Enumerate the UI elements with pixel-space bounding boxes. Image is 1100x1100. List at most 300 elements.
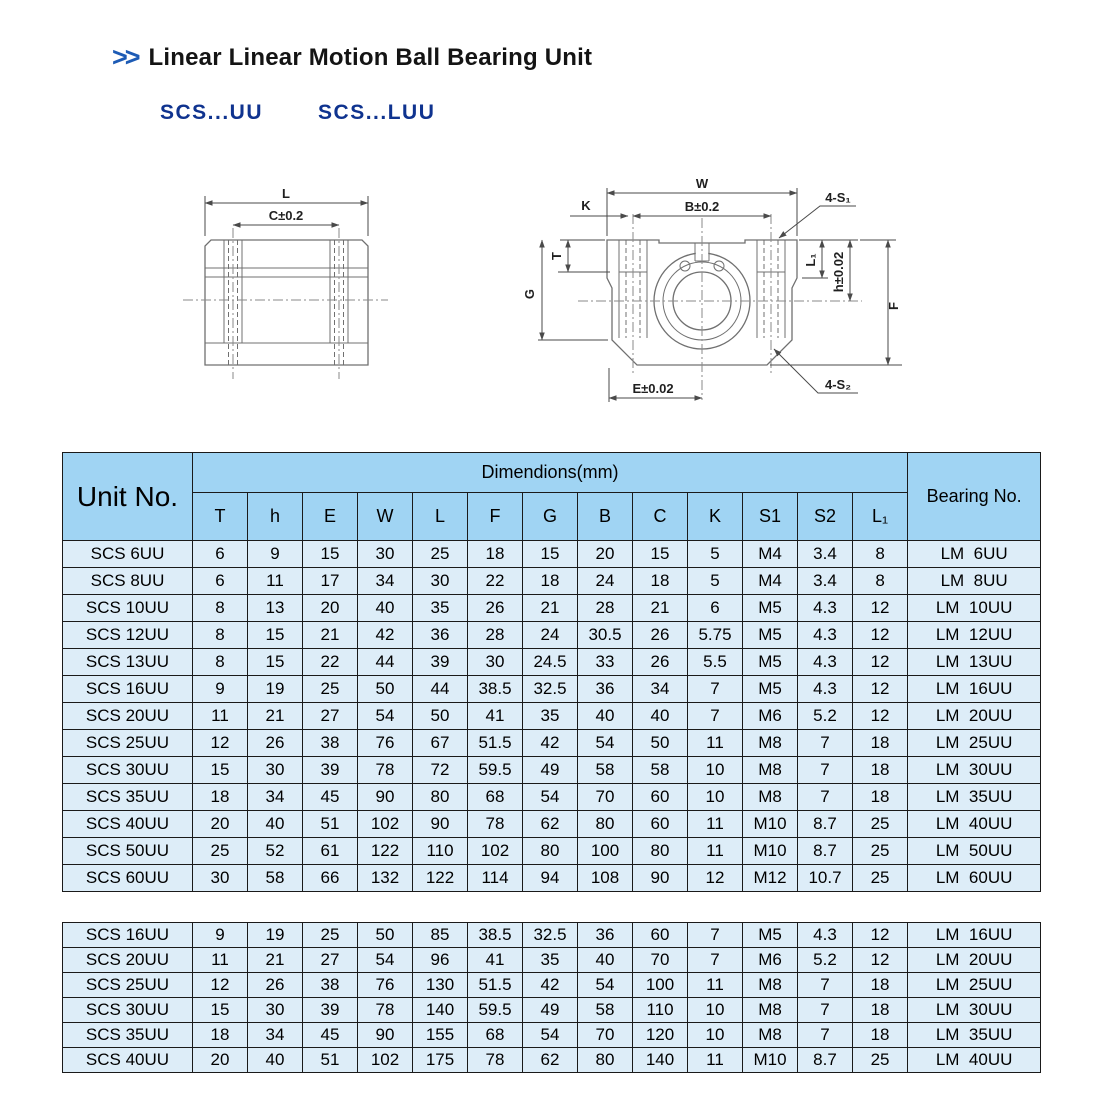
dim-cell: 85 [413, 923, 468, 948]
dim-cell: 26 [248, 973, 303, 998]
table-section-long [63, 923, 1041, 1073]
dim-cell: 61 [303, 838, 358, 865]
dim-cell: 28 [468, 622, 523, 649]
unit-no-cell: SCS 20UU [63, 703, 193, 730]
dim-cell: 8.7 [798, 1048, 853, 1073]
dim-cell: 3.4 [798, 541, 853, 568]
unit-no-cell: SCS 35UU [63, 1023, 193, 1048]
table-row [63, 568, 1041, 595]
dim-cell: 5.5 [688, 649, 743, 676]
dim-cell: 5 [688, 568, 743, 595]
dim-cell: 132 [358, 865, 413, 892]
dim-cell: 34 [358, 568, 413, 595]
dim-cell: 4.3 [798, 649, 853, 676]
dim-cell: 68 [468, 1023, 523, 1048]
unit-no-cell: SCS 50UU [63, 838, 193, 865]
dim-cell: 6 [193, 541, 248, 568]
dim-cell: 27 [303, 703, 358, 730]
dim-cell: 58 [633, 757, 688, 784]
dim-cell: 78 [358, 998, 413, 1023]
side-view-drawing [148, 172, 458, 432]
dim-cell: 8 [853, 541, 908, 568]
dim-cell: 21 [248, 703, 303, 730]
table-row [63, 649, 1041, 676]
dim-col-header: B [578, 493, 633, 541]
bearing-no-cell: LM 16UU [908, 676, 1041, 703]
bearing-no-cell: LM 13UU [908, 649, 1041, 676]
dim-cell: 50 [413, 703, 468, 730]
dim-label-B: B±0.2 [684, 199, 720, 214]
dim-cell: 8.7 [798, 811, 853, 838]
dim-cell: 50 [358, 923, 413, 948]
model-series [160, 101, 435, 125]
dim-cell: 4.3 [798, 676, 853, 703]
bearing-no-cell: LM 6UU [908, 541, 1041, 568]
table-section-standard [63, 541, 1041, 892]
dim-cell: 70 [578, 1023, 633, 1048]
dim-cell: 22 [468, 568, 523, 595]
dim-cell: 21 [303, 622, 358, 649]
dim-cell: 30 [248, 757, 303, 784]
dim-cell: 72 [413, 757, 468, 784]
dim-cell: 25 [853, 865, 908, 892]
dim-cell: 90 [413, 811, 468, 838]
dim-cell: 110 [413, 838, 468, 865]
dim-cell: 12 [853, 676, 908, 703]
bearing-no-cell: LM 60UU [908, 865, 1041, 892]
dim-cell: 21 [248, 948, 303, 973]
dim-cell: 25 [303, 923, 358, 948]
dim-cell: 54 [523, 784, 578, 811]
dimensions-header: Dimendions(mm) [193, 453, 908, 493]
dim-cell: 7 [688, 948, 743, 973]
dim-cell: 5.2 [798, 703, 853, 730]
dim-cell: M5 [743, 676, 798, 703]
dim-col-header: E [303, 493, 358, 541]
dim-cell: 122 [413, 865, 468, 892]
table-row [63, 541, 1041, 568]
dim-cell: 67 [413, 730, 468, 757]
dim-cell: 15 [523, 541, 578, 568]
table-row [63, 595, 1041, 622]
dim-cell: 51.5 [468, 973, 523, 998]
dim-cell: 12 [853, 595, 908, 622]
dim-label-h: h±0.02 [831, 251, 846, 293]
dim-cell: 7 [688, 703, 743, 730]
dim-cell: 33 [578, 649, 633, 676]
dim-cell: 140 [633, 1048, 688, 1073]
dim-label-W: W [695, 176, 709, 191]
dim-col-header: L [413, 493, 468, 541]
dim-cell: 15 [633, 541, 688, 568]
dim-cell: 18 [468, 541, 523, 568]
dim-cell: 11 [688, 1048, 743, 1073]
dim-cell: 54 [578, 973, 633, 998]
dim-label-C: C±0.2 [268, 208, 304, 223]
dim-cell: 10 [688, 1023, 743, 1048]
bearing-no-cell: LM 25UU [908, 730, 1041, 757]
screw-label-top: 4-S₁ [825, 190, 851, 205]
dim-cell: 54 [523, 1023, 578, 1048]
dim-cell: 24 [523, 622, 578, 649]
dim-cell: 35 [523, 703, 578, 730]
dim-cell: 15 [303, 541, 358, 568]
dim-cell: M5 [743, 595, 798, 622]
bearing-no-cell: LM 35UU [908, 784, 1041, 811]
dim-cell: 30 [358, 541, 413, 568]
dim-cell: 60 [633, 784, 688, 811]
dim-cell: M8 [743, 757, 798, 784]
dim-cell: 58 [248, 865, 303, 892]
dim-col-header: W [358, 493, 413, 541]
dim-cell: 9 [193, 923, 248, 948]
dim-col-header: S2 [798, 493, 853, 541]
dim-cell: M6 [743, 703, 798, 730]
dim-cell: 40 [248, 1048, 303, 1073]
dim-cell: 7 [798, 1023, 853, 1048]
dim-cell: 9 [248, 541, 303, 568]
dim-cell: M4 [743, 541, 798, 568]
dim-cell: 42 [523, 973, 578, 998]
dim-cell: 18 [193, 784, 248, 811]
dim-cell: 34 [633, 676, 688, 703]
dim-cell: 41 [468, 948, 523, 973]
dim-cell: 6 [688, 595, 743, 622]
dim-cell: 44 [413, 676, 468, 703]
unit-no-cell: SCS 13UU [63, 649, 193, 676]
dim-cell: 78 [468, 1048, 523, 1073]
spec-table [62, 452, 1041, 1073]
dim-cell: 7 [798, 730, 853, 757]
dim-cell: 25 [303, 676, 358, 703]
dim-label-G: G [522, 288, 537, 300]
dim-cell: 51 [303, 1048, 358, 1073]
dim-cell: 51.5 [468, 730, 523, 757]
dim-cell: 35 [413, 595, 468, 622]
dim-cell: 110 [633, 998, 688, 1023]
bearing-no-cell: LM 12UU [908, 622, 1041, 649]
table-row [63, 811, 1041, 838]
dim-cell: 140 [413, 998, 468, 1023]
dim-cell: 120 [633, 1023, 688, 1048]
unit-no-cell: SCS 12UU [63, 622, 193, 649]
dim-cell: 8.7 [798, 838, 853, 865]
dim-cell: 12 [853, 948, 908, 973]
dim-col-header: S1 [743, 493, 798, 541]
dim-cell: 40 [633, 703, 688, 730]
dim-cell: 18 [193, 1023, 248, 1048]
dimension-columns-row [63, 493, 1041, 541]
dim-cell: 15 [248, 649, 303, 676]
dim-cell: 5 [688, 541, 743, 568]
dim-cell: 28 [578, 595, 633, 622]
dim-cell: 122 [358, 838, 413, 865]
dim-cell: 26 [633, 622, 688, 649]
dim-cell: 11 [688, 811, 743, 838]
dim-cell: 102 [358, 811, 413, 838]
dim-cell: 21 [523, 595, 578, 622]
dim-cell: 76 [358, 973, 413, 998]
dim-cell: 24.5 [523, 649, 578, 676]
dim-cell: 80 [413, 784, 468, 811]
dim-cell: 5.2 [798, 948, 853, 973]
dim-cell: 90 [358, 784, 413, 811]
unit-no-cell: SCS 25UU [63, 973, 193, 998]
dim-cell: 42 [523, 730, 578, 757]
dim-cell: 7 [688, 923, 743, 948]
dim-cell: 4.3 [798, 622, 853, 649]
dim-cell: M8 [743, 1023, 798, 1048]
dim-cell: 30 [413, 568, 468, 595]
bearing-no-cell: LM 35UU [908, 1023, 1041, 1048]
dim-cell: 102 [468, 838, 523, 865]
dim-cell: 70 [578, 784, 633, 811]
dim-cell: 11 [688, 730, 743, 757]
dim-cell: 18 [853, 784, 908, 811]
dim-label-L: L [282, 186, 290, 201]
table-row [63, 622, 1041, 649]
unit-no-header: Unit No. [63, 453, 193, 541]
dim-cell: M5 [743, 622, 798, 649]
dim-cell: 40 [578, 948, 633, 973]
dim-cell: 25 [853, 1048, 908, 1073]
dim-cell: 26 [248, 730, 303, 757]
dim-cell: 68 [468, 784, 523, 811]
dim-cell: M6 [743, 948, 798, 973]
dim-cell: 17 [303, 568, 358, 595]
dim-cell: 58 [578, 998, 633, 1023]
dim-cell: 6 [193, 568, 248, 595]
dim-cell: M4 [743, 568, 798, 595]
dim-cell: 66 [303, 865, 358, 892]
dim-cell: 21 [633, 595, 688, 622]
table-row [63, 730, 1041, 757]
dim-cell: 100 [633, 973, 688, 998]
dim-cell: 4.3 [798, 595, 853, 622]
dim-cell: 41 [468, 703, 523, 730]
table-row [63, 784, 1041, 811]
dim-cell: 38.5 [468, 676, 523, 703]
dim-cell: 10 [688, 784, 743, 811]
dim-cell: 32.5 [523, 923, 578, 948]
dim-cell: 50 [358, 676, 413, 703]
dim-cell: 15 [248, 622, 303, 649]
dim-cell: 26 [633, 649, 688, 676]
page-heading [112, 44, 592, 71]
dim-cell: 40 [358, 595, 413, 622]
dim-cell: M10 [743, 811, 798, 838]
dim-cell: 36 [413, 622, 468, 649]
front-view-drawing [520, 168, 920, 416]
dim-cell: 13 [248, 595, 303, 622]
dim-cell: 36 [578, 676, 633, 703]
dim-col-header: G [523, 493, 578, 541]
dim-cell: 18 [523, 568, 578, 595]
dim-cell: 54 [358, 948, 413, 973]
table-row [63, 1023, 1041, 1048]
dim-cell: 7 [798, 757, 853, 784]
dim-cell: M5 [743, 923, 798, 948]
dim-cell: 18 [853, 757, 908, 784]
bearing-no-cell: LM 40UU [908, 1048, 1041, 1073]
dim-cell: 11 [688, 973, 743, 998]
dim-cell: 12 [853, 923, 908, 948]
dim-cell: 25 [853, 811, 908, 838]
dim-cell: 20 [193, 811, 248, 838]
table-section-gap [63, 892, 1041, 923]
dim-cell: 7 [798, 973, 853, 998]
dim-cell: 10.7 [798, 865, 853, 892]
dim-cell: 90 [633, 865, 688, 892]
dim-cell: 155 [413, 1023, 468, 1048]
dim-col-header: L₁ [853, 493, 908, 541]
dim-cell: 3.4 [798, 568, 853, 595]
dim-cell: 35 [523, 948, 578, 973]
dim-cell: 78 [468, 811, 523, 838]
bearing-no-cell: LM 16UU [908, 923, 1041, 948]
bearing-no-cell: LM 8UU [908, 568, 1041, 595]
dim-cell: 26 [468, 595, 523, 622]
dim-cell: M8 [743, 973, 798, 998]
dim-col-header: C [633, 493, 688, 541]
dim-cell: 18 [853, 730, 908, 757]
dim-cell: 12 [193, 730, 248, 757]
unit-no-cell: SCS 35UU [63, 784, 193, 811]
dim-cell: 36 [578, 923, 633, 948]
dim-cell: 49 [523, 998, 578, 1023]
dim-cell: 96 [413, 948, 468, 973]
dim-cell: 19 [248, 676, 303, 703]
dim-cell: 5.75 [688, 622, 743, 649]
dim-cell: 11 [248, 568, 303, 595]
dim-cell: M8 [743, 730, 798, 757]
dim-label-F: F [886, 302, 901, 310]
dim-cell: 34 [248, 784, 303, 811]
dim-col-header: F [468, 493, 523, 541]
dim-cell: M8 [743, 998, 798, 1023]
unit-no-cell: SCS 40UU [63, 811, 193, 838]
dim-cell: 44 [358, 649, 413, 676]
unit-no-cell: SCS 30UU [63, 998, 193, 1023]
dim-cell: 20 [193, 1048, 248, 1073]
table-row [63, 757, 1041, 784]
dim-cell: 10 [688, 757, 743, 784]
screw-label-bottom: 4-S₂ [824, 377, 852, 392]
dim-cell: 78 [358, 757, 413, 784]
dim-cell: 11 [193, 703, 248, 730]
dim-cell: 10 [688, 998, 743, 1023]
unit-no-cell: SCS 6UU [63, 541, 193, 568]
bearing-no-cell: LM 40UU [908, 811, 1041, 838]
dim-cell: 62 [523, 1048, 578, 1073]
dim-cell: 25 [193, 838, 248, 865]
bearing-no-cell: LM 20UU [908, 948, 1041, 973]
unit-no-cell: SCS 30UU [63, 757, 193, 784]
dim-cell: 80 [633, 838, 688, 865]
dim-cell: M8 [743, 784, 798, 811]
dim-cell: 9 [193, 676, 248, 703]
dim-label-T: T [549, 252, 564, 260]
table-row [63, 703, 1041, 730]
dim-cell: 11 [688, 838, 743, 865]
dim-cell: 18 [853, 998, 908, 1023]
dim-cell: 76 [358, 730, 413, 757]
dim-cell: 20 [303, 595, 358, 622]
bearing-no-cell: LM 30UU [908, 998, 1041, 1023]
dim-cell: 58 [578, 757, 633, 784]
bearing-no-cell: LM 50UU [908, 838, 1041, 865]
bearing-no-cell: LM 30UU [908, 757, 1041, 784]
dim-cell: M5 [743, 649, 798, 676]
dim-cell: 18 [853, 973, 908, 998]
dim-cell: M12 [743, 865, 798, 892]
dim-cell: 50 [633, 730, 688, 757]
dim-cell: 15 [193, 757, 248, 784]
dim-cell: 19 [248, 923, 303, 948]
table-row [63, 923, 1041, 948]
dim-cell: 8 [193, 622, 248, 649]
dim-cell: 7 [798, 784, 853, 811]
dim-cell: 80 [523, 838, 578, 865]
dim-cell: 8 [853, 568, 908, 595]
dim-label-E: E±0.02 [632, 381, 674, 396]
dim-cell: 70 [633, 948, 688, 973]
model-series-uu: SCS...UU [160, 101, 264, 124]
dim-cell: M10 [743, 838, 798, 865]
bearing-no-header: Bearing No. [908, 453, 1041, 541]
dim-cell: 15 [193, 998, 248, 1023]
dim-cell: 18 [633, 568, 688, 595]
dim-cell: 130 [413, 973, 468, 998]
dim-cell: 12 [193, 973, 248, 998]
dim-cell: 12 [853, 703, 908, 730]
dim-cell: 94 [523, 865, 578, 892]
dim-col-header: K [688, 493, 743, 541]
dim-label-K: K [581, 198, 591, 213]
dim-cell: 11 [193, 948, 248, 973]
dim-cell: 39 [303, 757, 358, 784]
dim-cell: 80 [578, 1048, 633, 1073]
bearing-no-cell: LM 10UU [908, 595, 1041, 622]
dim-cell: 45 [303, 1023, 358, 1048]
dim-cell: 54 [578, 730, 633, 757]
unit-no-cell: SCS 10UU [63, 595, 193, 622]
table-row [63, 948, 1041, 973]
unit-no-cell: SCS 25UU [63, 730, 193, 757]
dim-cell: 40 [578, 703, 633, 730]
dim-cell: 39 [303, 998, 358, 1023]
dim-label-L1: L₁ [803, 253, 818, 267]
dim-cell: 45 [303, 784, 358, 811]
dim-cell: 12 [853, 622, 908, 649]
unit-no-cell: SCS 20UU [63, 948, 193, 973]
dim-cell: 42 [358, 622, 413, 649]
table-row [63, 865, 1041, 892]
dim-cell: 38.5 [468, 923, 523, 948]
table-row [63, 973, 1041, 998]
unit-no-cell: SCS 60UU [63, 865, 193, 892]
dim-cell: 80 [578, 811, 633, 838]
dim-cell: 27 [303, 948, 358, 973]
table-row [63, 998, 1041, 1023]
model-series-luu: SCS...LUU [318, 101, 436, 124]
dim-cell: 32.5 [523, 676, 578, 703]
dim-cell: 12 [853, 649, 908, 676]
dim-cell: 7 [798, 998, 853, 1023]
unit-no-cell: SCS 40UU [63, 1048, 193, 1073]
dim-col-header: T [193, 493, 248, 541]
dim-cell: 49 [523, 757, 578, 784]
